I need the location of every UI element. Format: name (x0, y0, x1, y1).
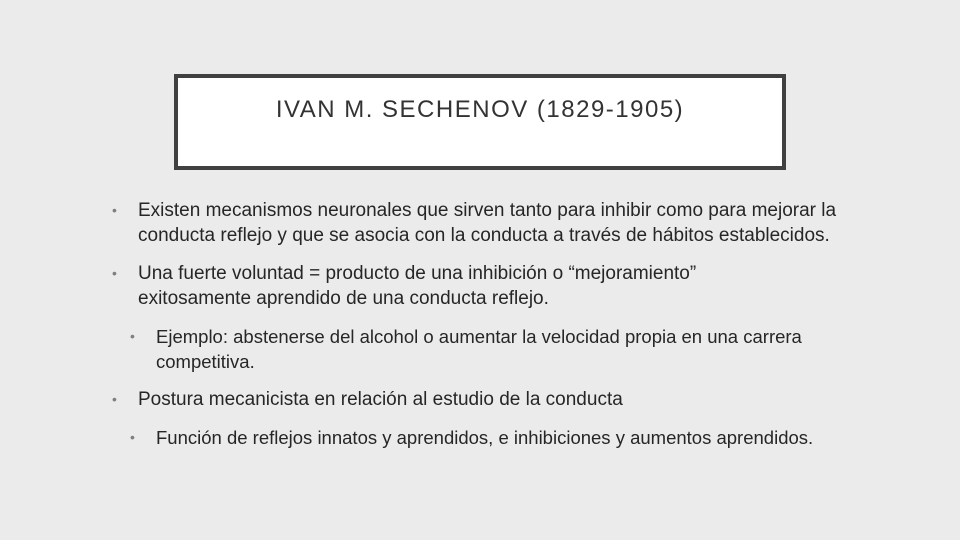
bullet-dot-icon: • (112, 265, 117, 281)
title-box (174, 74, 786, 170)
bullet-dot-icon: • (130, 328, 135, 344)
bullet-item (112, 387, 842, 412)
bullet-text: Una fuerte voluntad = producto de una inhibición o “mejoramiento” exitosamente aprendido de una conducta reflejo. (138, 263, 697, 309)
bullet-text: Ejemplo: abstenerse del alcohol o aumentar la velocidad propia en una carrera competitiva. (156, 326, 802, 372)
bullet-item (112, 261, 802, 311)
sub-bullet-item (130, 425, 830, 450)
bullet-text: Postura mecanicista en relación al estudio de la conducta (138, 389, 623, 410)
sub-bullet-item (130, 324, 810, 374)
bullet-dot-icon: • (130, 429, 135, 445)
bullet-dot-icon: • (112, 202, 117, 218)
slide-title: IVAN M. SECHENOV (1829-1905) (275, 96, 685, 123)
bullet-dot-icon: • (112, 391, 117, 407)
bullet-text: Existen mecanismos neuronales que sirven tanto para inhibir como para mejorar la conducta reflejo y que se asocia con la conducta a través de hábitos establecidos. (138, 200, 837, 246)
slide-content (112, 198, 852, 463)
bullet-text: Función de reflejos innatos y aprendidos, e inhibiciones y aumentos aprendidos. (156, 427, 814, 448)
bullet-item (112, 198, 842, 248)
